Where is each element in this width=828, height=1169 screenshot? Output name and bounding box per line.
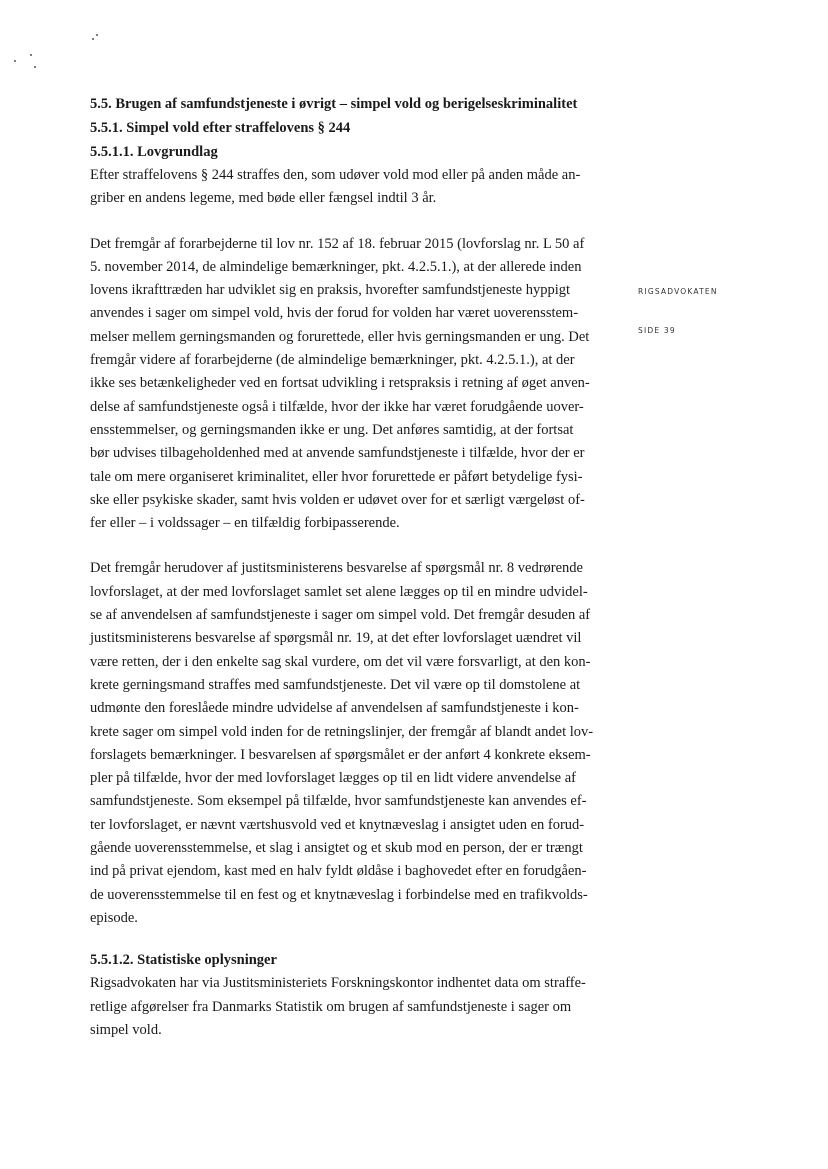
text-line: udmønte den foreslåede mindre udvidelse af anvendelsen af samfundstjeneste i kon- (90, 700, 579, 717)
subsubsection-heading-statistik: 5.5.1.2. Statistiske oplysninger (90, 952, 277, 969)
paragraph-3 (90, 557, 622, 930)
text-line: fer eller – i voldssager – en tilfældig forbipasserende. (90, 515, 400, 532)
text-line: ensstemmelser, og gerningsmanden ikke er ung. Det anføres samtidig, at der fortsat (90, 421, 574, 438)
text-line: simpel vold. (90, 1021, 162, 1038)
text-line: gående uoverensstemmelse, et slag i ansigtet og et skub mod en person, der er trængt (90, 840, 583, 857)
sidebar-page-number: SIDE 39 (638, 326, 676, 335)
text-line: de uoverensstemmelse til en fest og et knytnæveslag i forbindelse med en trafikvolds- (90, 886, 588, 903)
text-line: fremgår videre af forarbejderne (de almindelige bemærkninger, pkt. 4.2.5.1.), at der (90, 352, 575, 369)
section-heading: 5.5. Brugen af samfundstjeneste i øvrigt – simpel vold og berigelseskriminalitet (90, 96, 578, 112)
text-line: delse af samfundstjeneste også i tilfælde, hvor der ikke har været forudgående uover- (90, 398, 584, 415)
text-line: ikke ses betænkeligheder ved en fortsat udvikling i retspraksis i retning af øget anven- (90, 375, 590, 392)
text-line: lovens ikrafttræden har udviklet sig en praksis, hvorefter samfundstjeneste hyppigt (90, 282, 571, 299)
text-line: pler på tilfælde, hvor der med lovforslaget lægges op til en lidt videre anvendelse af (90, 770, 577, 787)
text-line: griber en andens legeme, med bøde eller fængsel indtil 3 år. (90, 190, 437, 207)
paragraph-2 (90, 233, 622, 536)
text-line: se af anvendelsen af samfundstjeneste i sager om simpel vold. Det fremgår desuden af (90, 607, 591, 624)
text-line: episode. (90, 909, 138, 926)
text-line: krete gerningsmand straffes med samfundstjeneste. Det vil være op til domstolene at (90, 676, 581, 693)
sidebar-org-name: RIGSADVOKATEN (638, 287, 718, 296)
paragraph-1 (90, 164, 622, 211)
text-line: forslagets bemærkninger. I besvarelsen af spørgsmålet er der anført 4 konkrete eksem- (90, 746, 591, 763)
text-line: være retten, der i den enkelte sag skal vurdere, om det vil være forsvarligt, at den kon- (90, 653, 591, 670)
text-line: Det fremgår herudover af justitsministerens besvarelse af spørgsmål nr. 8 vedrørende (90, 560, 583, 577)
text-line: tale om mere organiseret kriminalitet, eller hvor forurettede er påført betydelige fysi- (90, 468, 583, 485)
document-body (90, 92, 622, 1042)
text-line: Rigsadvokaten har via Justitsministeriets Forskningskontor indhentet data om straffe- (90, 975, 586, 992)
text-line: retlige afgørelser fra Danmarks Statistik om brugen af samfundstjeneste i sager om (90, 998, 572, 1015)
subsubsection-heading-lovgrundlag: 5.5.1.1. Lovgrundlag (90, 144, 218, 160)
text-line: lovforslaget, at der med lovforslaget samlet set alene lægges op til en mindre udvidel- (90, 583, 588, 600)
text-line: anvendes i sager om simpel vold, hvis der forud for volden har været uoverensstem- (90, 305, 579, 322)
text-line: ter lovforslaget, er nævnt værtshusvold ved et knytnæveslag i ansigtet uden en forud- (90, 816, 585, 833)
text-line: ind på privat ejendom, kast med en halv fyldt øldåse i baghovedet efter en forudgåen- (90, 863, 587, 880)
paragraph-4 (90, 972, 622, 1042)
text-line: samfundstjeneste. Som eksempel på tilfælde, hvor samfundstjeneste kan anvendes ef- (90, 793, 587, 810)
text-line: bør udvises tilbageholdenhed med at anvende samfundstjeneste i tilfælde, hvor der er (90, 445, 585, 462)
text-line: Efter straffelovens § 244 straffes den, som udøver vold mod eller på anden måde an- (90, 167, 581, 183)
text-line: Det fremgår af forarbejderne til lov nr. 152 af 18. februar 2015 (lovforslag nr. L 50 af (90, 235, 585, 252)
scan-specks (10, 20, 110, 80)
text-line: melser mellem gerningsmanden og forurettede, eller hvis gerningsmanden er ung. Det (90, 328, 590, 345)
text-line: 5. november 2014, de almindelige bemærkninger, pkt. 4.2.5.1.), at der allerede inden (90, 258, 582, 275)
text-line: ske eller psykiske skader, samt hvis volden er udøvet over for et særligt værgeløst of- (90, 491, 585, 508)
subsection-heading: 5.5.1. Simpel vold efter straffelovens § 244 (90, 120, 351, 136)
text-line: justitsministerens besvarelse af spørgsmål nr. 19, at det efter lovforslaget uændret vil (90, 630, 582, 647)
text-line: krete sager om simpel vold inden for de retningslinjer, der fremgår af blandt andet lov- (90, 723, 594, 740)
